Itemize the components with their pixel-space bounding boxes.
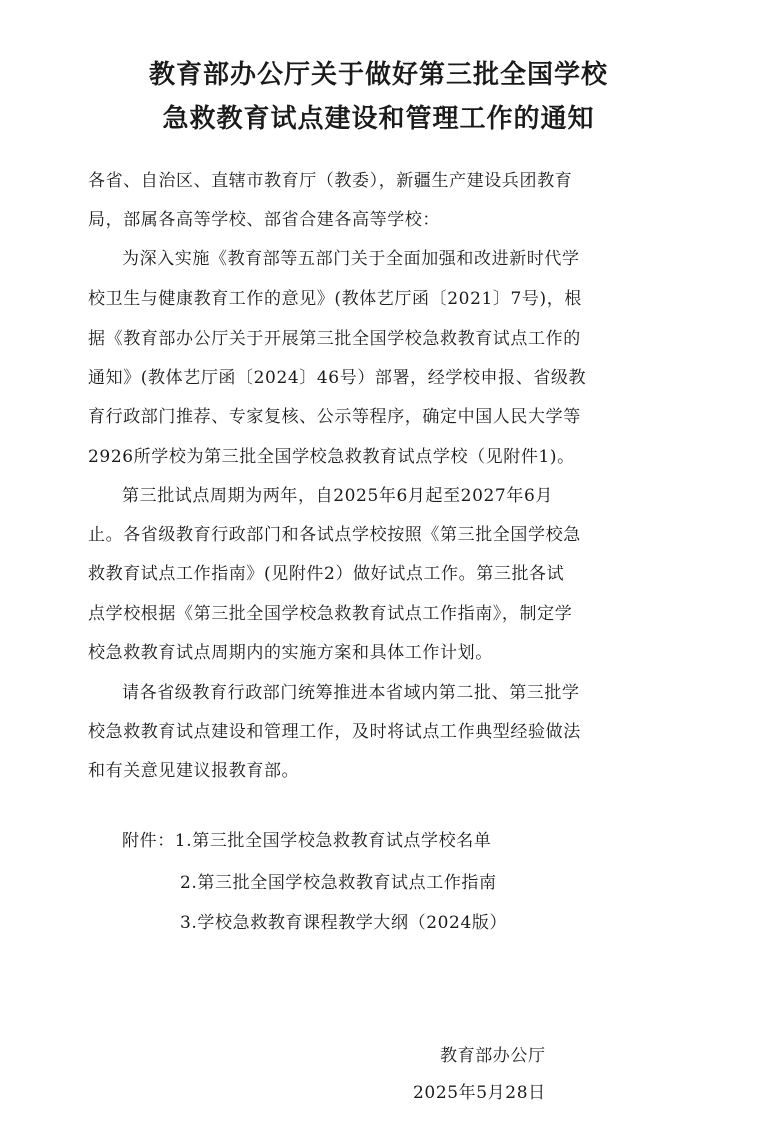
paragraph-2-line-5: 校急救教育试点周期内的实施方案和具体工作计划。 [88, 643, 493, 663]
attachment-item-1: 附件：1.第三批全国学校急救教育试点学校名单 [122, 831, 492, 851]
paragraph-2-line-2: 止。各省级教育行政部门和各试点学校按照《第三批全国学校急 [88, 525, 581, 545]
paragraph-1-line-2: 校卫生与健康教育工作的意见》(教体艺厅函〔2021〕7号)，根 [88, 289, 582, 309]
paragraph-2-line-3: 救教育试点工作指南》(见附件2）做好试点工作。第三批各试 [88, 564, 565, 584]
paragraph-2-line-1: 第三批试点周期为两年，自2025年6月起至2027年6月 [122, 486, 553, 506]
paragraph-3-line-3: 和有关意见建议报教育部。 [88, 761, 300, 781]
issue-date: 2025年5月28日 [413, 1083, 546, 1103]
paragraph-3-line-2: 校急救教育试点建设和管理工作，及时将试点工作典型经验做法 [88, 722, 581, 742]
paragraph-1-line-1: 为深入实施《教育部等五部门关于全面加强和改进新时代学 [122, 249, 580, 269]
paragraph-1-line-6: 2926所学校为第三批全国学校急救教育试点学校（见附件1)。 [88, 447, 575, 467]
addressee-line-1: 各省、自治区、直辖市教育厅（教委），新疆生产建设兵团教育 [88, 171, 573, 191]
paragraph-1-line-3: 据《教育部办公厅关于开展第三批全国学校急救教育试点工作的 [88, 329, 581, 349]
paragraph-1-line-5: 育行政部门推荐、专家复核、公示等程序，确定中国人民大学等 [88, 407, 581, 427]
attachment-item-2: 2.第三批全国学校急救教育试点工作指南 [180, 873, 497, 893]
attachment-item-3: 3.学校急救教育课程教学大纲（2024版） [180, 913, 508, 933]
document-title-line-1: 教育部办公厅关于做好第三批全国学校 [148, 60, 608, 90]
paragraph-1-line-4: 通知》(教体艺厅函〔2024〕46号）部署，经学校申报、省级教 [88, 368, 587, 388]
paragraph-3-line-1: 请各省级教育行政部门统筹推进本省域内第二批、第三批学 [122, 683, 580, 703]
addressee-line-2: 局，部属各高等学校、部省合建各高等学校： [88, 210, 440, 230]
document-title-line-2: 急救教育试点建设和管理工作的通知 [162, 104, 595, 134]
paragraph-2-line-4: 点学校根据《第三批全国学校急救教育试点工作指南》，制定学 [88, 604, 573, 624]
issuer-name: 教育部办公厅 [440, 1046, 546, 1066]
